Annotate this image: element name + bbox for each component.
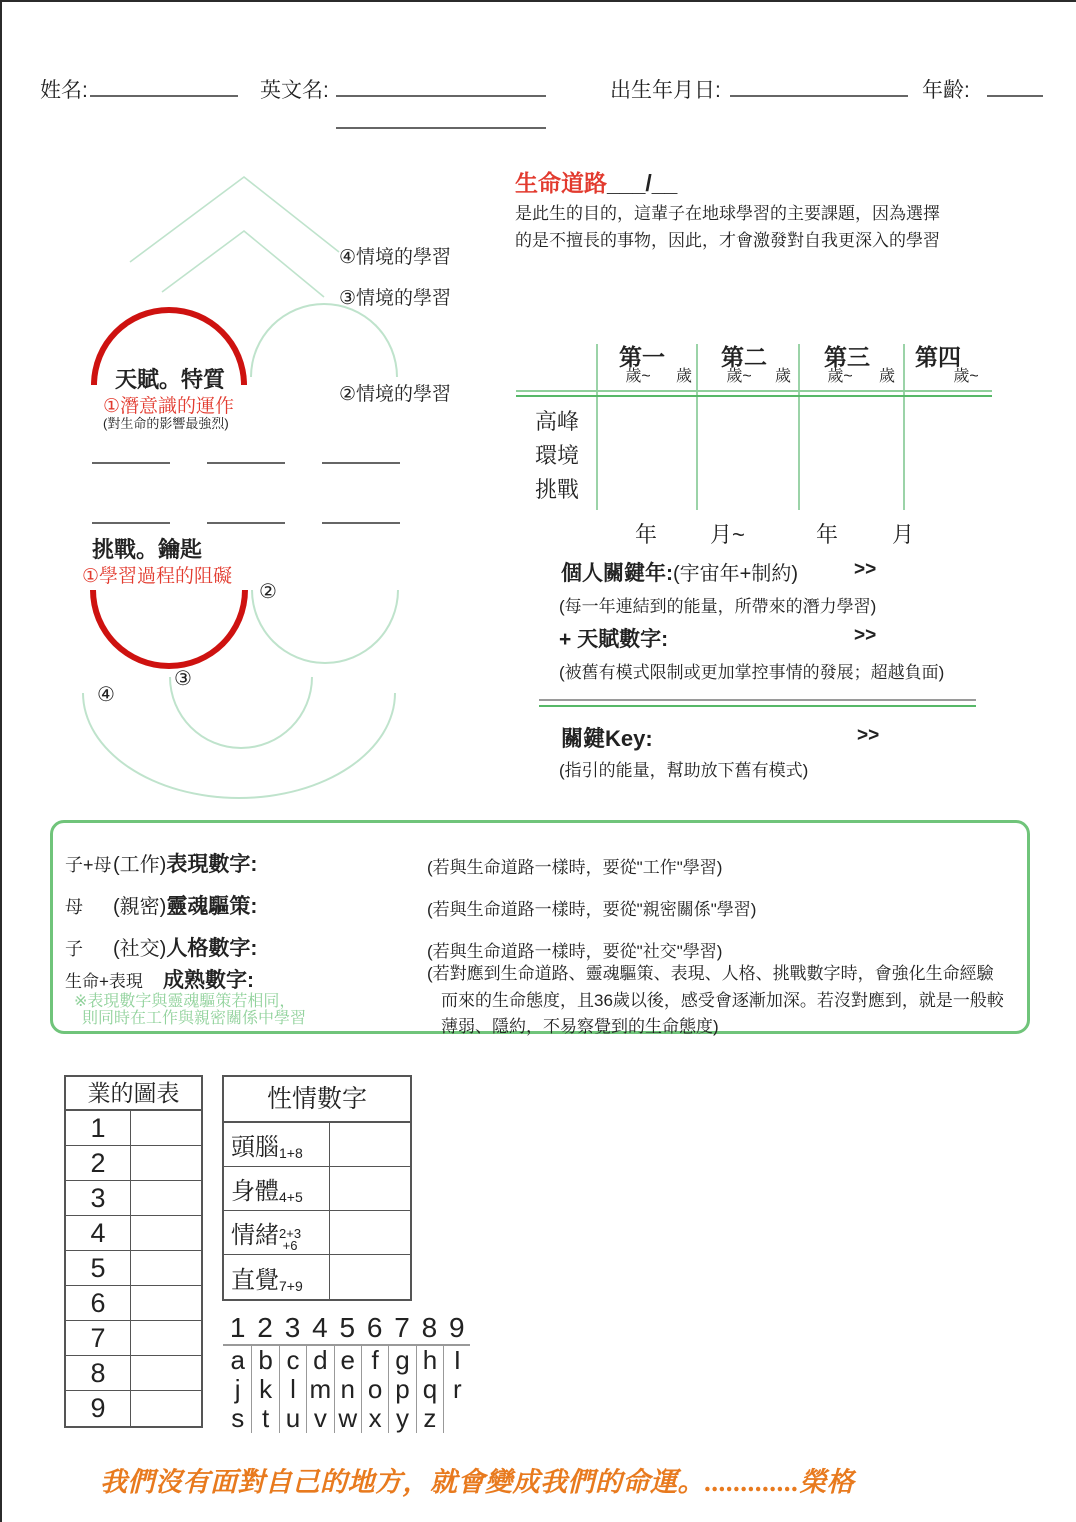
- talent-number-arrow: >>: [854, 625, 877, 646]
- year-label-2: 年: [816, 522, 839, 547]
- age-from-1: 歲~: [625, 368, 651, 385]
- peak-row-label-1: 高峰: [535, 409, 580, 434]
- karma-row-label: 5: [66, 1251, 131, 1285]
- temperament-value-blank[interactable]: [330, 1255, 410, 1299]
- soul-urge-name: 靈魂驅策:: [166, 895, 258, 918]
- temperament-value-blank[interactable]: [330, 1123, 410, 1166]
- peak-col-1: 第一: [619, 344, 665, 370]
- temperament-value-blank[interactable]: [330, 1211, 410, 1254]
- letter-number-chart: [224, 1312, 471, 1433]
- challenge-label-3: ③: [174, 668, 192, 690]
- challenge-red-arc: [90, 590, 248, 669]
- challenge-green-arc-2: [251, 590, 399, 664]
- karma-row-value-blank[interactable]: [131, 1286, 198, 1320]
- name-field-blank[interactable]: [90, 75, 238, 97]
- karma-table-title: 業的圖表: [66, 1077, 201, 1111]
- table-row: [66, 1321, 201, 1356]
- table-row: [224, 1255, 410, 1299]
- karma-row-label: 4: [66, 1216, 131, 1250]
- karma-row-label: 9: [66, 1391, 131, 1426]
- maturity-prefix: 生命+表現: [65, 972, 143, 991]
- challenge-blank-1[interactable]: [92, 506, 170, 524]
- age-to-2: 歲: [774, 368, 792, 385]
- life-path-blank[interactable]: ___/__: [607, 170, 678, 196]
- situation-learning-label-4: ④情境的學習: [339, 247, 452, 268]
- maturity-desc-2: 而來的生命態度，且36歲以後，感受會逐漸加深。若沒對應到，就是一般較: [441, 991, 1004, 1010]
- expression-prefix: 子+母: [65, 855, 112, 875]
- birthdate-label: 出生年月日:: [610, 79, 721, 102]
- jung-quote: 我們沒有面對自己的地方，就會變成我們的命運。.............榮格: [100, 1467, 855, 1497]
- talent-subtitle: ①潛意識的運作: [103, 396, 235, 417]
- box-note-line-2: 則同時在工作與親密關係中學習: [82, 1010, 307, 1027]
- temperament-value-blank[interactable]: [330, 1167, 410, 1210]
- expression-number-row: [65, 848, 257, 878]
- temperament-table-title: 性情數字: [224, 1077, 410, 1123]
- temperament-label: 直覺: [231, 1266, 279, 1294]
- expression-name: 表現數字:: [166, 853, 258, 876]
- table-row: [224, 1211, 410, 1255]
- karma-row-value-blank[interactable]: [131, 1111, 198, 1145]
- talent-note: (對生命的影響最強烈): [103, 416, 229, 431]
- karma-row-label: 3: [66, 1181, 131, 1215]
- age-field-blank[interactable]: [987, 75, 1043, 97]
- temperament-table: [222, 1075, 412, 1301]
- personal-key-year-note: (每一年連結到的能量，所帶來的潛力學習): [559, 597, 877, 616]
- temperament-formula: 4+5: [279, 1189, 303, 1205]
- personality-desc: (若與生命道路一樣時，要從"社交"學習): [427, 942, 723, 961]
- peak-col-4: 第四: [915, 344, 961, 370]
- expression-desc: (若與生命道路一樣時，要從"工作"學習): [427, 858, 723, 877]
- karma-row-value-blank[interactable]: [131, 1391, 198, 1426]
- maturity-desc-3: 薄弱、隱約，不易察覺到的生命態度): [441, 1017, 719, 1036]
- maturity-number-row: [65, 964, 254, 994]
- key-arrow: >>: [857, 725, 880, 746]
- soul-urge-desc: (若與生命道路一樣時，要從"親密關係"學習): [427, 900, 757, 919]
- age-to-1: 歲: [675, 368, 693, 385]
- table-row: [66, 1216, 201, 1251]
- personal-key-year-paren: (宇宙年+制約): [673, 563, 798, 585]
- challenge-blank-3[interactable]: [322, 506, 400, 524]
- personal-key-year-arrow: >>: [854, 559, 877, 580]
- karma-row-value-blank[interactable]: [131, 1181, 198, 1215]
- peak-table-vline-2: [696, 344, 698, 510]
- year-label-1: 年: [635, 522, 658, 547]
- key-divider-bottom: [539, 705, 976, 707]
- karma-row-value-blank[interactable]: [131, 1356, 198, 1390]
- soul-urge-row: [65, 890, 257, 920]
- challenge-title: 挑戰。鑰匙: [92, 537, 203, 562]
- talent-blank-1[interactable]: [92, 446, 170, 464]
- situation-learning-label-3: ③情境的學習: [339, 288, 452, 309]
- month-label-2: 月: [892, 522, 915, 547]
- age-from-4: 歲~: [953, 368, 979, 385]
- peak-row-label-3: 挑戰: [535, 477, 580, 502]
- challenge-subtitle: ①學習過程的阻礙: [82, 566, 233, 587]
- situation-learning-label-2: ②情境的學習: [339, 384, 452, 405]
- table-row: [66, 1356, 201, 1391]
- personal-key-year-row: [561, 557, 798, 587]
- temperament-formula: 7+9: [279, 1278, 303, 1294]
- table-row: [224, 1167, 410, 1211]
- life-path-desc-1: 是此生的目的，這輩子在地球學習的主要課題，因為選擇: [515, 204, 940, 223]
- temperament-formula: 2+3 +6: [279, 1226, 302, 1253]
- birthdate-field-blank[interactable]: [730, 75, 908, 97]
- table-row: [66, 1251, 201, 1286]
- english-name-label: 英文名:: [260, 79, 329, 102]
- name-label: 姓名:: [40, 79, 88, 102]
- age-from-3: 歲~: [827, 368, 853, 385]
- english-name-field-blank[interactable]: [336, 75, 546, 97]
- karma-row-label: 2: [66, 1146, 131, 1180]
- karma-row-label: 7: [66, 1321, 131, 1355]
- temperament-label: 身體: [231, 1178, 279, 1205]
- life-path-title: [515, 165, 677, 198]
- talent-blank-2[interactable]: [207, 446, 285, 464]
- peak-col-3: 第三: [824, 344, 870, 370]
- expression-paren: (工作): [113, 854, 167, 876]
- karma-row-value-blank[interactable]: [131, 1216, 198, 1250]
- box-note-line-1: ※表現數字與靈魂驅策若相同，: [74, 993, 296, 1010]
- table-row: [66, 1146, 201, 1181]
- age-label: 年齡:: [922, 79, 970, 102]
- month-label-1: 月~: [710, 522, 745, 547]
- peak-table-hline-top: [516, 390, 992, 392]
- peak-table-vline-1: [596, 344, 598, 510]
- talent-title: 天賦。特質: [115, 367, 226, 392]
- challenge-label-4: ④: [97, 684, 115, 706]
- peak-col-2: 第二: [721, 344, 767, 370]
- personality-number-row: [65, 932, 257, 962]
- table-row: [66, 1181, 201, 1216]
- challenge-green-arc-4: [82, 693, 396, 799]
- peak-row-label-2: 環境: [535, 443, 580, 468]
- peak-table-hline-bottom: [516, 395, 992, 397]
- english-name-field-blank-2[interactable]: [336, 107, 546, 129]
- personality-name: 人格數字:: [166, 937, 258, 960]
- karma-row-label: 6: [66, 1286, 131, 1320]
- karma-row-value-blank[interactable]: [131, 1146, 198, 1180]
- peak-table-vline-4: [903, 344, 905, 510]
- temperament-label: 情緒: [231, 1222, 279, 1249]
- personality-paren: (社交): [113, 938, 167, 960]
- talent-number-note: (被舊有模式限制或更加掌控事情的發展；超越負面): [559, 663, 945, 682]
- letter-chart-numbers: 1 2 3 4 5 6 7 8 9: [229, 1312, 465, 1343]
- temperament-formula: 1+8: [279, 1145, 303, 1161]
- table-row: [66, 1286, 201, 1321]
- key-label: 關鍵Key:: [561, 726, 653, 751]
- table-row: [66, 1111, 201, 1146]
- peak-table-vline-3: [798, 344, 800, 510]
- challenge-label-2: ②: [259, 581, 277, 603]
- temperament-label: 頭腦: [231, 1134, 279, 1161]
- maturity-desc-1: (若對應到生命道路、靈魂驅策、表現、人格、挑戰數字時，會強化生命經驗: [427, 964, 994, 983]
- karma-row-value-blank[interactable]: [131, 1321, 198, 1355]
- karma-row-label: 1: [66, 1111, 131, 1145]
- age-from-2: 歲~: [726, 368, 752, 385]
- karma-row-value-blank[interactable]: [131, 1251, 198, 1285]
- table-row: [224, 1123, 410, 1167]
- table-row: [66, 1391, 201, 1426]
- talent-blank-3[interactable]: [322, 446, 400, 464]
- karma-row-label: 8: [66, 1356, 131, 1390]
- age-to-3: 歲: [878, 368, 896, 385]
- key-divider-top: [539, 699, 976, 701]
- life-path-desc-2: 的是不擅長的事物，因此，才會激發對自我更深入的學習: [515, 231, 940, 250]
- key-note: (指引的能量，幫助放下舊有模式): [559, 761, 809, 780]
- soul-urge-prefix: 母: [65, 897, 83, 917]
- personal-key-year-label: 個人關鍵年:: [561, 562, 673, 585]
- challenge-blank-2[interactable]: [207, 506, 285, 524]
- soul-urge-paren: (親密): [113, 896, 167, 918]
- karma-table: [64, 1075, 203, 1428]
- talent-number-label: + 天賦數字:: [559, 628, 669, 651]
- maturity-name: 成熟數字:: [163, 969, 254, 992]
- personality-prefix: 子: [65, 939, 83, 959]
- letter-chart-grid: a j s b k t c l u d m v e n w f o x g p y h q z I r: [224, 1346, 471, 1433]
- life-path-title-text: 生命道路: [515, 170, 607, 196]
